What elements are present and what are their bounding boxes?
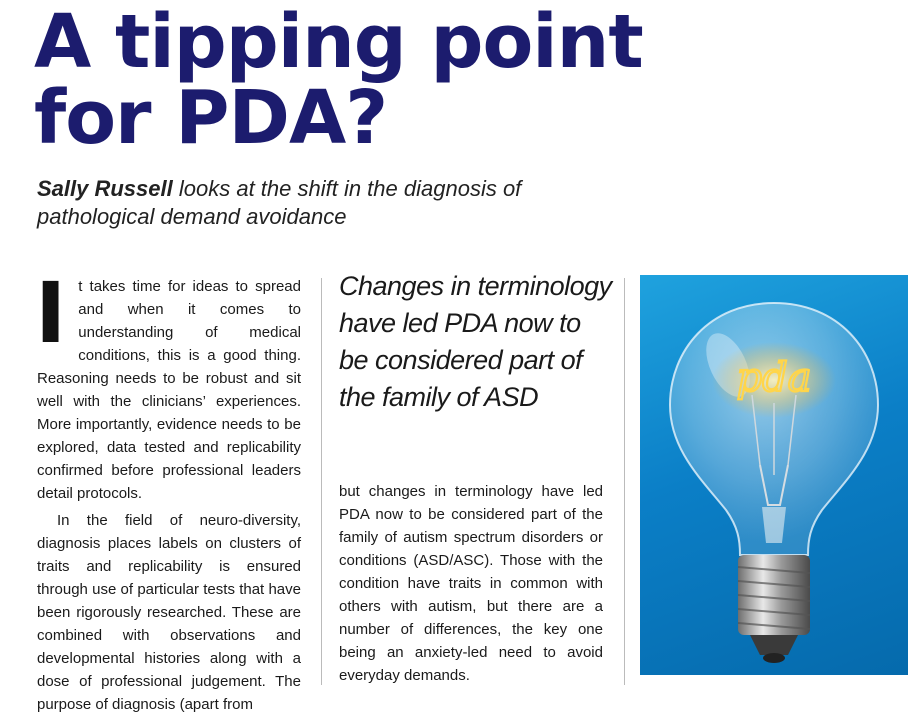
article-column-left — [35, 264, 301, 716]
standfirst — [37, 175, 557, 231]
drop-cap: I — [35, 264, 67, 362]
paragraph-1-text: t takes time for ideas to spread and when it comes to understanding of medical conditions, this is a good thing. Reasoning needs to be robust and sit well with the clinicians’ experiences. More importantly, evidence needs to be explored, data tested and replicability confirmed before professional leaders detail protocols. — [37, 278, 301, 502]
filament-text: pda — [736, 355, 812, 401]
standfirst-author: Sally Russell — [37, 176, 173, 201]
pull-quote: Changes in terminology have led PDA now to be considered part of the family of ASD — [339, 271, 612, 412]
column-divider — [624, 278, 625, 685]
standfirst-text: looks at the shift in the diagnosis of pathological demand avoidance — [37, 176, 522, 229]
paragraph-3: but changes in terminology have led PDA now to be considered part of the family of autism spectrum disorders or conditions (ASD/ASC). Those with the condition have traits in common with others with autism, but there are a number of differences, the key one being an anxiety-led need to avoid everyday demands. — [339, 483, 603, 684]
paragraph-1 — [35, 264, 301, 505]
headline: A tipping point for PDA? — [34, 0, 643, 161]
lightbulb-photo — [640, 275, 908, 675]
lightbulb-illustration — [640, 275, 908, 675]
paragraph-2: In the field of neuro-diversity, diagnosis places labels on clusters of traits and replicability is ensured through use of particular tests that have been rigorously researched. These are combined with observations and developmental histories along with a dose of professional judgement. The purpose of diagnosis (apart from — [37, 512, 301, 713]
article-column-middle — [339, 480, 603, 687]
column-divider — [321, 278, 322, 685]
